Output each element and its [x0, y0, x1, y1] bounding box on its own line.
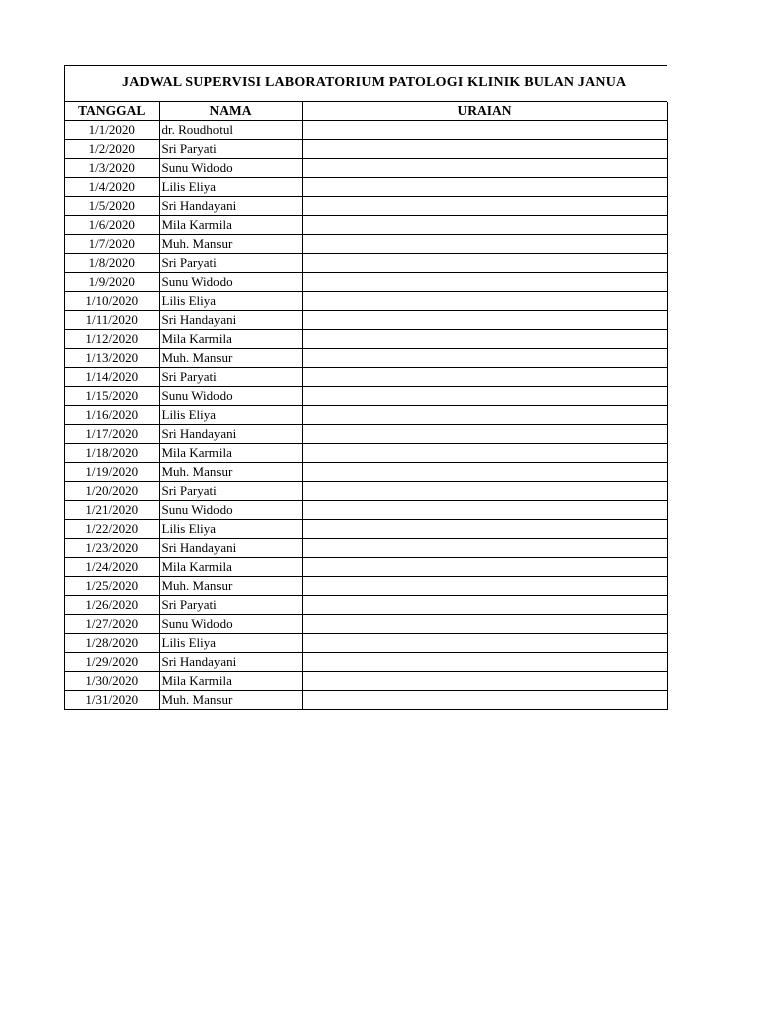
header-row [65, 102, 667, 121]
desc-cell [302, 634, 667, 653]
schedule-sheet [64, 65, 667, 710]
desc-cell [302, 596, 667, 615]
desc-cell [302, 482, 667, 501]
table-row [65, 520, 667, 539]
date-cell: 1/22/2020 [65, 520, 159, 539]
desc-cell [302, 463, 667, 482]
table-row [65, 672, 667, 691]
name-cell: Muh. Mansur [159, 349, 302, 368]
table-row [65, 330, 667, 349]
desc-cell [302, 691, 667, 710]
date-cell: 1/27/2020 [65, 615, 159, 634]
name-cell: Sri Handayani [159, 653, 302, 672]
date-cell: 1/16/2020 [65, 406, 159, 425]
desc-cell [302, 254, 667, 273]
table-row [65, 463, 667, 482]
date-cell: 1/31/2020 [65, 691, 159, 710]
date-cell: 1/30/2020 [65, 672, 159, 691]
table-row [65, 235, 667, 254]
schedule-table [65, 102, 668, 710]
name-cell: Lilis Eliya [159, 292, 302, 311]
date-cell: 1/6/2020 [65, 216, 159, 235]
table-row [65, 444, 667, 463]
name-cell: Muh. Mansur [159, 577, 302, 596]
date-cell: 1/14/2020 [65, 368, 159, 387]
name-cell: Sunu Widodo [159, 159, 302, 178]
date-cell: 1/4/2020 [65, 178, 159, 197]
date-cell: 1/19/2020 [65, 463, 159, 482]
desc-cell [302, 349, 667, 368]
name-cell: Sri Paryati [159, 482, 302, 501]
desc-cell [302, 444, 667, 463]
name-cell: Mila Karmila [159, 444, 302, 463]
name-cell: Mila Karmila [159, 216, 302, 235]
desc-cell [302, 672, 667, 691]
date-cell: 1/5/2020 [65, 197, 159, 216]
desc-cell [302, 425, 667, 444]
desc-cell [302, 368, 667, 387]
desc-cell [302, 273, 667, 292]
desc-cell [302, 653, 667, 672]
date-cell: 1/2/2020 [65, 140, 159, 159]
table-row [65, 691, 667, 710]
desc-cell [302, 197, 667, 216]
table-row [65, 634, 667, 653]
name-cell: Sunu Widodo [159, 387, 302, 406]
desc-cell [302, 330, 667, 349]
date-cell: 1/25/2020 [65, 577, 159, 596]
name-cell: Sri Handayani [159, 197, 302, 216]
desc-cell [302, 140, 667, 159]
name-cell: Sri Handayani [159, 539, 302, 558]
desc-cell [302, 235, 667, 254]
name-cell: Lilis Eliya [159, 520, 302, 539]
table-row [65, 368, 667, 387]
name-cell: Mila Karmila [159, 672, 302, 691]
table-row [65, 216, 667, 235]
date-cell: 1/24/2020 [65, 558, 159, 577]
table-row [65, 615, 667, 634]
table-row [65, 311, 667, 330]
table-row [65, 254, 667, 273]
date-cell: 1/15/2020 [65, 387, 159, 406]
desc-cell [302, 406, 667, 425]
date-cell: 1/9/2020 [65, 273, 159, 292]
name-cell: Mila Karmila [159, 558, 302, 577]
name-cell: Lilis Eliya [159, 178, 302, 197]
name-cell: Sunu Widodo [159, 501, 302, 520]
table-row [65, 387, 667, 406]
name-cell: Muh. Mansur [159, 463, 302, 482]
desc-cell [302, 178, 667, 197]
desc-cell [302, 558, 667, 577]
desc-cell [302, 615, 667, 634]
table-row [65, 425, 667, 444]
table-row [65, 273, 667, 292]
name-cell: Sri Handayani [159, 311, 302, 330]
column-header-desc: URAIAN [302, 102, 667, 121]
date-cell: 1/8/2020 [65, 254, 159, 273]
date-cell: 1/12/2020 [65, 330, 159, 349]
date-cell: 1/13/2020 [65, 349, 159, 368]
table-row [65, 406, 667, 425]
name-cell: Sunu Widodo [159, 273, 302, 292]
date-cell: 1/10/2020 [65, 292, 159, 311]
name-cell: Mila Karmila [159, 330, 302, 349]
desc-cell [302, 539, 667, 558]
date-cell: 1/21/2020 [65, 501, 159, 520]
column-header-date: TANGGAL [65, 102, 159, 121]
table-row [65, 501, 667, 520]
date-cell: 1/7/2020 [65, 235, 159, 254]
table-row [65, 596, 667, 615]
desc-cell [302, 577, 667, 596]
desc-cell [302, 501, 667, 520]
table-row [65, 121, 667, 140]
table-body [65, 121, 667, 710]
desc-cell [302, 216, 667, 235]
name-cell: Lilis Eliya [159, 634, 302, 653]
date-cell: 1/23/2020 [65, 539, 159, 558]
name-cell: Muh. Mansur [159, 691, 302, 710]
date-cell: 1/26/2020 [65, 596, 159, 615]
table-row [65, 577, 667, 596]
desc-cell [302, 159, 667, 178]
desc-cell [302, 387, 667, 406]
table-row [65, 558, 667, 577]
sheet-title: JADWAL SUPERVISI LABORATORIUM PATOLOGI KLINIK BULAN JANUA [122, 75, 627, 90]
desc-cell [302, 121, 667, 140]
name-cell: Sri Paryati [159, 254, 302, 273]
name-cell: Lilis Eliya [159, 406, 302, 425]
name-cell: Sri Paryati [159, 596, 302, 615]
column-header-name: NAMA [159, 102, 302, 121]
table-row [65, 140, 667, 159]
date-cell: 1/28/2020 [65, 634, 159, 653]
date-cell: 1/11/2020 [65, 311, 159, 330]
name-cell: Sri Handayani [159, 425, 302, 444]
date-cell: 1/18/2020 [65, 444, 159, 463]
name-cell: Sunu Widodo [159, 615, 302, 634]
table-row [65, 349, 667, 368]
name-cell: dr. Roudhotul [159, 121, 302, 140]
table-row [65, 292, 667, 311]
date-cell: 1/1/2020 [65, 121, 159, 140]
table-row [65, 482, 667, 501]
desc-cell [302, 292, 667, 311]
date-cell: 1/17/2020 [65, 425, 159, 444]
desc-cell [302, 311, 667, 330]
table-row [65, 539, 667, 558]
table-row [65, 197, 667, 216]
date-cell: 1/3/2020 [65, 159, 159, 178]
table-row [65, 159, 667, 178]
date-cell: 1/29/2020 [65, 653, 159, 672]
desc-cell [302, 520, 667, 539]
table-row [65, 653, 667, 672]
name-cell: Sri Paryati [159, 368, 302, 387]
date-cell: 1/20/2020 [65, 482, 159, 501]
name-cell: Muh. Mansur [159, 235, 302, 254]
name-cell: Sri Paryati [159, 140, 302, 159]
title-row [65, 66, 667, 102]
table-row [65, 178, 667, 197]
